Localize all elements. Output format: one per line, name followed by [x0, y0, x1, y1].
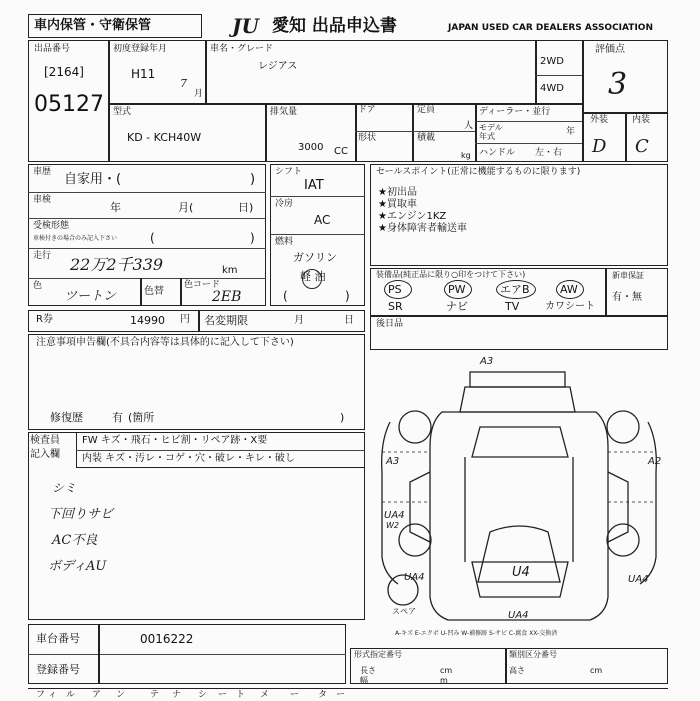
bottom-option: ー — [218, 690, 228, 700]
bottom-option: シ — [198, 690, 208, 700]
diagram-mark-bottom-left: UA4 — [404, 572, 425, 583]
exterior-value: D — [592, 136, 607, 157]
equipment-navi: ナビ — [446, 300, 468, 313]
color-tone-label: 色替 — [144, 286, 164, 297]
handwritten-note: AC不良 — [52, 533, 98, 548]
interior-value: C — [635, 136, 649, 157]
inspection-year-unit: 年 — [110, 201, 121, 214]
name-change-limit-label: 名変期限 — [204, 314, 248, 327]
sales-points-label: セールスポイント(正常に機能するものに限ります) — [376, 167, 581, 177]
recycle-block — [28, 310, 365, 332]
dealer-label: ディーラー・並行 — [479, 107, 551, 117]
model-year-label: モデル — [479, 123, 503, 132]
load-label: 積載 — [417, 133, 436, 143]
repair-part-label: (箇所 — [128, 411, 155, 424]
handle-value: 左・右 — [535, 148, 563, 158]
drive-2wd: 2WD — [540, 56, 564, 67]
capacity-unit: 人 — [464, 121, 474, 131]
cooling-value: AC — [314, 213, 331, 227]
recycle-value: 14990 — [130, 314, 165, 327]
equipment-airbag: エアB — [500, 283, 530, 296]
equipment-aw-circle — [556, 280, 584, 299]
form-title: 愛知 出品申込書 — [272, 16, 397, 36]
length-unit: cm — [440, 666, 453, 675]
repair-part-close: ) — [340, 411, 345, 424]
repair-history-label: 修復歴 — [50, 411, 83, 424]
fuel-gasoline: ガソリン — [293, 251, 337, 264]
inspector-interior-row: 内装 キズ・汚レ・コゲ・穴・破レ・キレ・破し — [82, 453, 295, 464]
diagram-mark-bottom-right: UA4 — [628, 574, 649, 585]
first-reg-month: 7 — [180, 77, 187, 90]
ju-logo: JU — [232, 14, 259, 38]
inspection-day-unit: 日) — [238, 201, 254, 214]
fuel-selected-circle — [302, 269, 322, 289]
fuel-diesel: 軽 油 — [300, 270, 326, 283]
sales-point-item: ★買取車 — [378, 199, 417, 210]
diagram-mark-center: U4 — [512, 565, 530, 580]
handwritten-note: 下回りサビ — [48, 507, 114, 522]
equipment-leather-seat: カワシート — [545, 301, 595, 312]
chassis-label: 車台番号 — [36, 632, 80, 645]
shift-value: IAT — [304, 178, 324, 193]
load-unit: kg — [461, 151, 471, 160]
equipment-aw: AW — [560, 283, 578, 296]
receipt-open: ( — [150, 231, 155, 245]
bottom-option: タ — [318, 690, 328, 700]
mileage-value: 22万2千339 — [70, 255, 164, 274]
capacity-label: 定員 — [417, 105, 436, 115]
handwritten-note: シミ — [52, 481, 77, 495]
bottom-option: テ — [150, 690, 160, 700]
recycle-label: R券 — [36, 314, 53, 325]
equipment-pw-circle — [444, 280, 472, 299]
bottom-option: ア — [92, 690, 102, 700]
mileage-label: 走行 — [33, 251, 52, 261]
model-value: KD - KCH40W — [127, 131, 202, 144]
bottom-option: フ — [36, 690, 46, 700]
equipment-ps: PS — [388, 283, 402, 296]
equipment-sr: SR — [388, 300, 403, 313]
chassis-value: 0016222 — [140, 632, 194, 646]
equipment-pw: PW — [448, 283, 466, 296]
shift-label: シフト — [275, 167, 303, 177]
limit-month-unit: 月 — [294, 315, 304, 326]
fuel-open: ( — [283, 289, 288, 303]
inspection-month-unit: 月( — [178, 201, 194, 214]
diagram-mark-top: A3 — [480, 356, 494, 367]
sales-point-item: ★初出品 — [378, 187, 417, 198]
cooling-label: 冷房 — [275, 199, 294, 209]
color-code-label: 色コード — [184, 280, 221, 290]
first-reg-label: 初度登録年月 — [113, 44, 168, 54]
car-damage-diagram — [370, 352, 668, 637]
post-items-block — [370, 316, 668, 350]
repair-history-value: 有 — [112, 411, 123, 424]
year-label: 年式 — [479, 132, 495, 141]
notes-label: 注意事項申告欄(不具合内容等は具体的に記入して下さい) — [36, 337, 294, 348]
first-reg-month-unit: 月 — [194, 89, 204, 99]
bottom-option: メ — [260, 690, 270, 700]
receipt-close: ) — [250, 231, 255, 245]
mileage-unit: km — [222, 265, 238, 276]
registration-label: 登録番号 — [36, 663, 80, 676]
equipment-label: 装備品(純正品に限り○印をつけて下さい) — [376, 270, 526, 279]
history-label: 車歴 — [33, 167, 52, 177]
color-value: ツートン — [64, 289, 117, 304]
diagram-mark-left: A3 — [386, 456, 400, 467]
color-code-value: 2EB — [212, 289, 242, 305]
year-unit: 年 — [566, 127, 576, 137]
bottom-option: ル — [66, 690, 76, 700]
equipment-ps-circle — [384, 280, 412, 299]
spare-label: スペア — [392, 607, 416, 616]
warranty-value: 有・無 — [612, 292, 642, 303]
handwritten-note: ボディAU — [48, 559, 107, 574]
inspector-label: 検査員 — [30, 435, 60, 446]
exterior-label: 外装 — [590, 115, 609, 125]
fuel-label: 燃料 — [275, 237, 294, 247]
history-value: 自家用・( — [64, 172, 122, 187]
lot-label: 出品番号 — [34, 44, 71, 54]
equipment-tv: TV — [505, 300, 520, 313]
bottom-option: ナ — [172, 690, 182, 700]
limit-day-unit: 日 — [344, 315, 354, 326]
displacement-value: 3000 — [298, 142, 324, 153]
diagram-mark-left-lower-sub: W2 — [386, 521, 399, 530]
storage-label: 車内保管・守衛保管 — [34, 18, 152, 33]
interior-label: 内装 — [632, 115, 651, 125]
width-unit: m — [440, 676, 448, 685]
recycle-unit: 円 — [180, 314, 190, 325]
car-name-value: レジアス — [258, 61, 298, 72]
handle-label: ハンドル — [479, 148, 516, 158]
lot-number: 05127 — [34, 92, 104, 117]
doors-label: ドア — [358, 105, 376, 115]
sales-point-item: ★エンジン1KZ — [378, 211, 447, 222]
bottom-option: ィ — [48, 690, 58, 700]
damage-legend: A-キズ E-エクボ U-凹み W-補修跡 S-サビ C-腐食 XX-交換済 — [395, 630, 558, 637]
grade-value: 3 — [608, 67, 628, 102]
displacement-label: 排気量 — [270, 107, 298, 117]
shape-label: 形状 — [358, 133, 377, 143]
post-items-label: 後日品 — [376, 319, 404, 329]
grade-label: 評価点 — [595, 44, 625, 55]
receipt-note: 車検付きの場合のみ記入下さい — [33, 235, 118, 242]
association-name: JAPAN USED CAR DEALERS ASSOCIATION — [448, 23, 653, 33]
car-name-label: 車名・グレード — [210, 44, 274, 54]
fuel-close: ) — [345, 289, 350, 303]
displacement-unit: CC — [334, 146, 348, 157]
bottom-option: ー — [336, 690, 346, 700]
inspector-entry-label: 記入欄 — [30, 449, 60, 460]
color-label: 色 — [33, 281, 43, 291]
new-car-warranty-label: 新車保証 — [612, 271, 644, 280]
diagram-mark-right: A2 — [648, 456, 662, 467]
height-label: 高さ — [509, 666, 525, 675]
height-unit: cm — [590, 666, 603, 675]
inspection-label: 車検 — [33, 195, 52, 205]
inspector-fw-row: FW キズ・飛石・ヒビ割・リペア跡・X要 — [82, 435, 268, 446]
bottom-option: ー — [290, 690, 300, 700]
class-number-label: 類別区分番号 — [509, 650, 557, 659]
bottom-option: ト — [236, 690, 246, 700]
first-reg-year: H11 — [131, 67, 156, 81]
receipt-label: 受検形態 — [33, 221, 70, 231]
lot-bracket-code: [2164] — [44, 65, 84, 79]
bottom-option: ン — [116, 690, 126, 700]
type-designation-label: 形式指定番号 — [354, 650, 402, 659]
equipment-airbag-circle — [496, 280, 536, 299]
diagram-mark-bottom: UA4 — [508, 610, 529, 621]
drive-4wd: 4WD — [540, 83, 564, 94]
width-label: 幅 — [360, 676, 368, 685]
sales-point-item: ★身体障害者輸送車 — [378, 223, 467, 234]
model-label: 型式 — [113, 107, 132, 117]
diagram-mark-left-lower: UA4 — [384, 510, 405, 521]
history-close: ) — [250, 172, 256, 187]
length-label: 長さ — [360, 666, 376, 675]
